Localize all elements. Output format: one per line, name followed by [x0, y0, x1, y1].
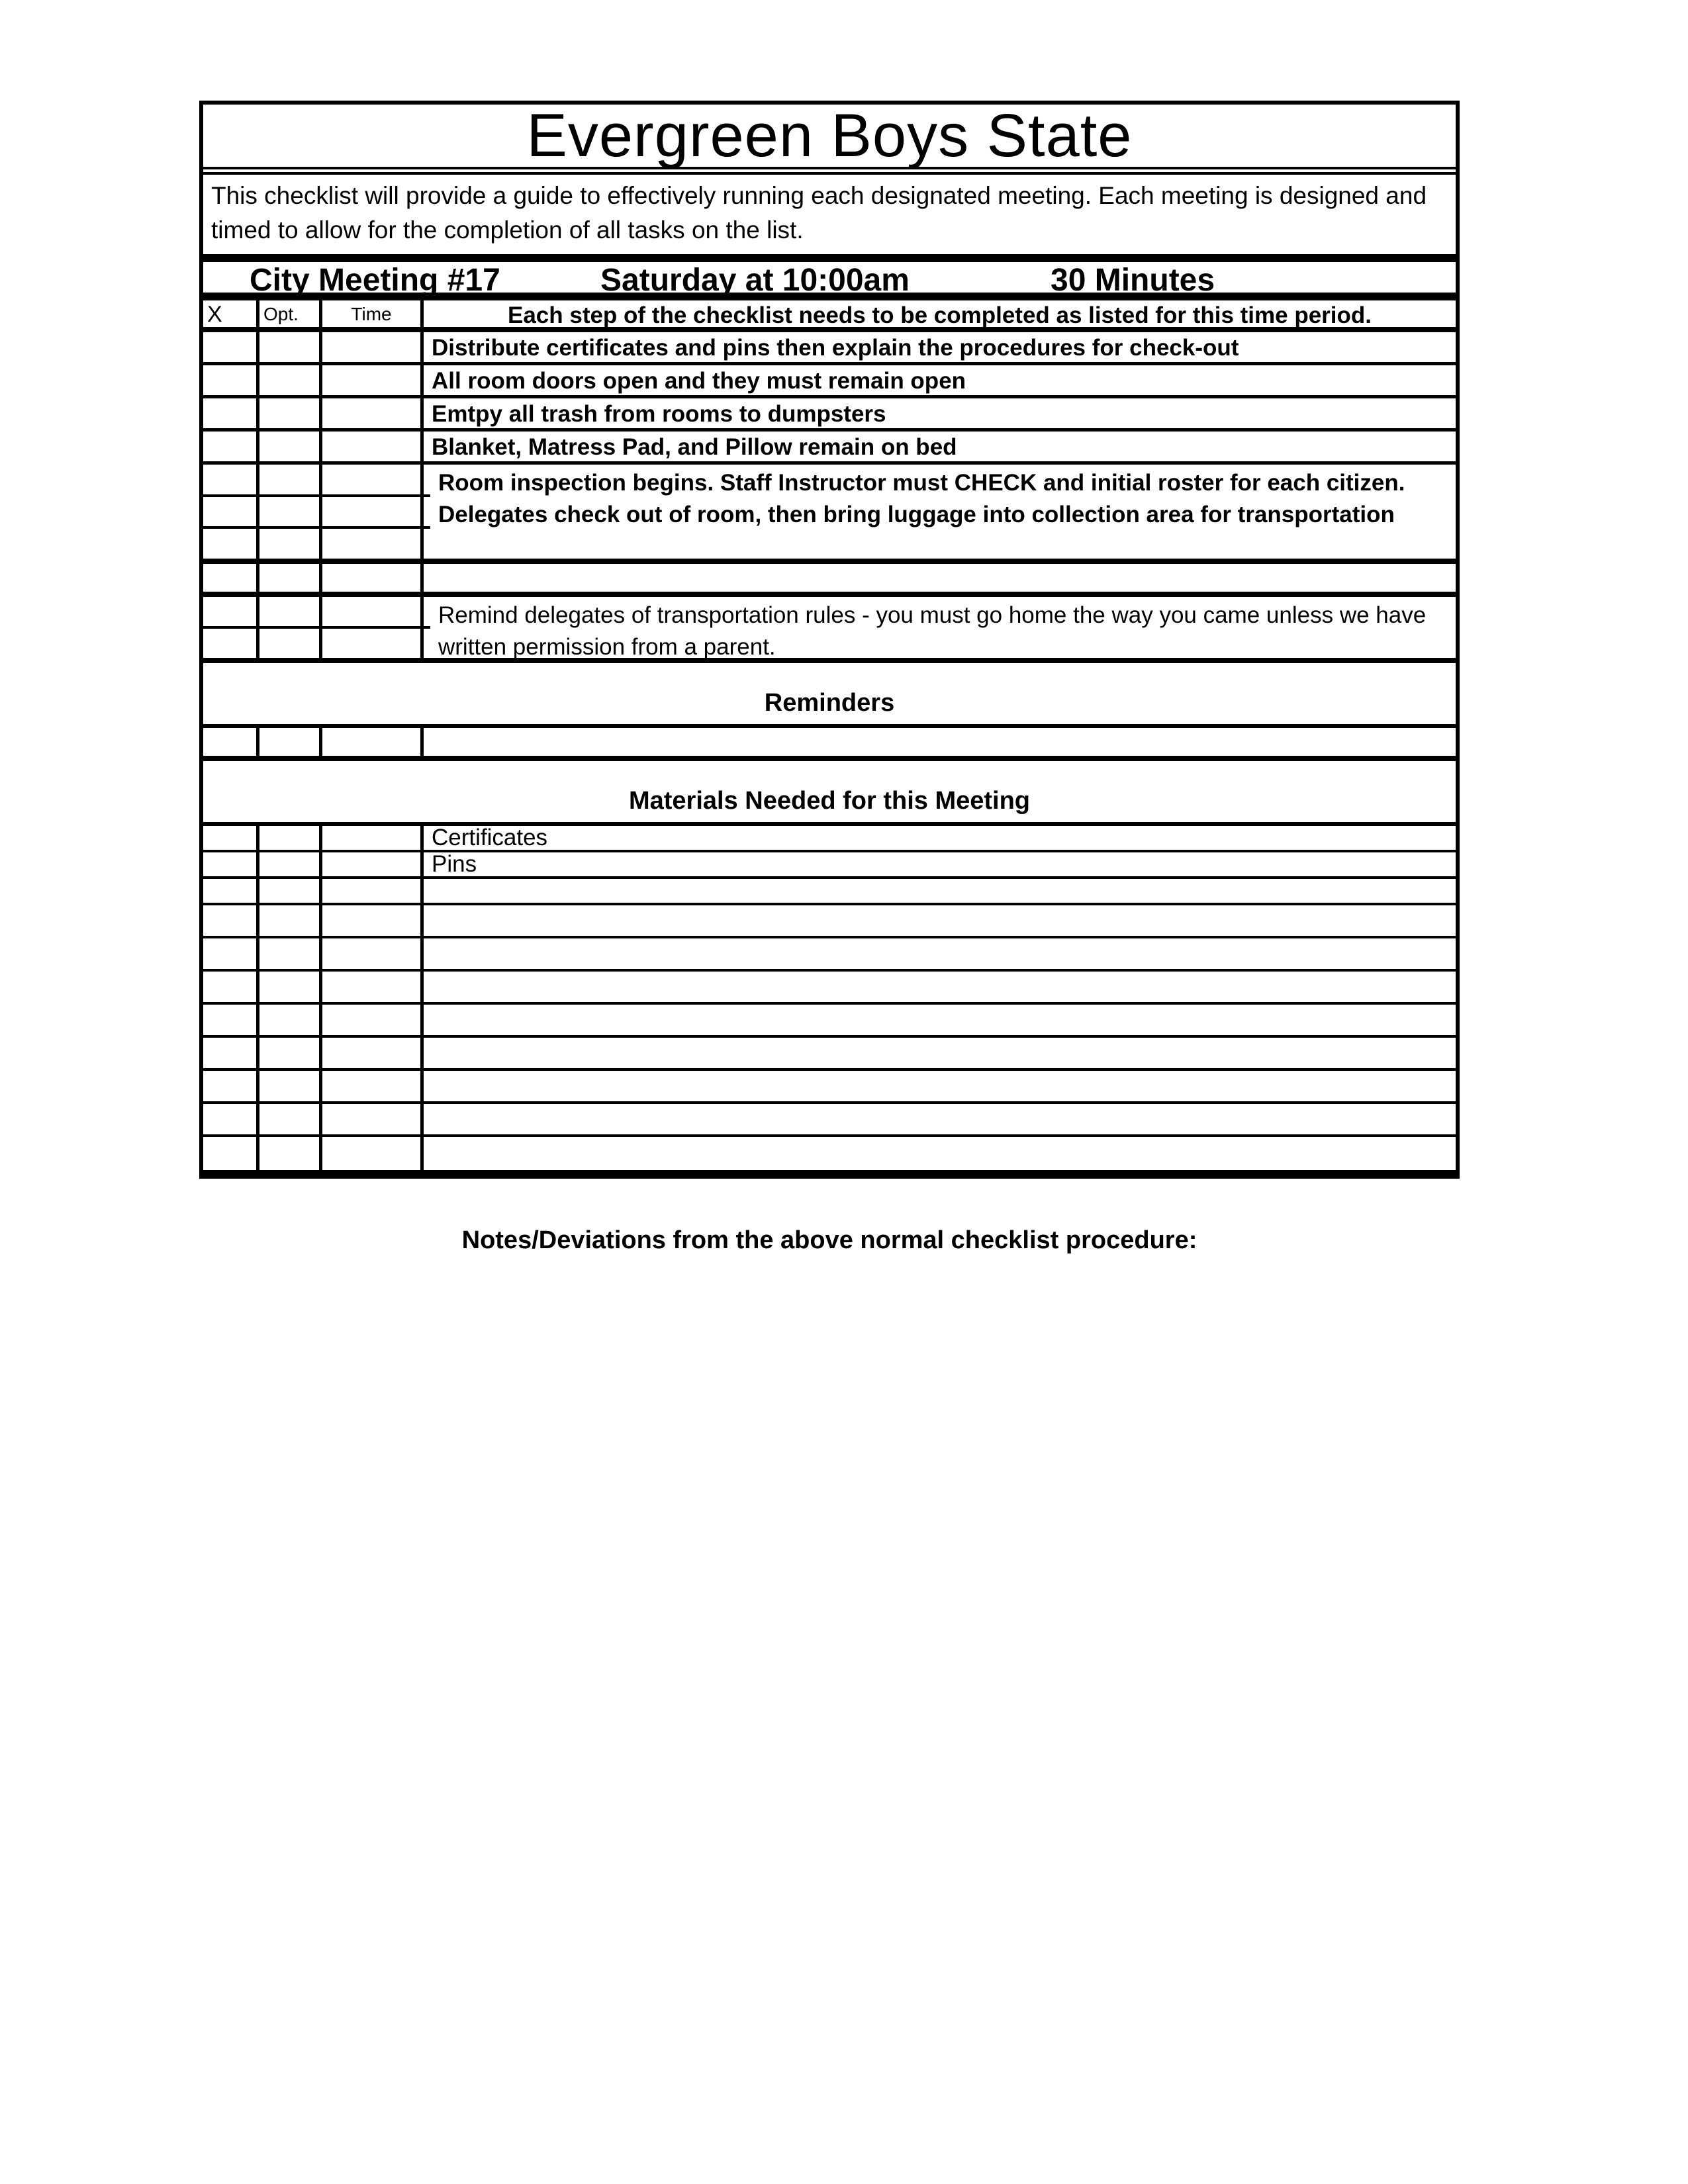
- span-left-cells: [203, 465, 430, 559]
- material-cell: [424, 879, 1456, 903]
- checklist-row: [203, 398, 1456, 432]
- check-cell: [203, 564, 259, 592]
- check-cell: [203, 826, 259, 850]
- span-left-cells: [203, 597, 430, 658]
- column-header-row: [203, 300, 1456, 332]
- meeting-header-row: [203, 262, 1456, 300]
- col-header-time: Time: [322, 300, 424, 327]
- checklist-row: [203, 365, 1456, 398]
- material-cell: Certificates: [432, 825, 548, 850]
- opt-cell: [259, 905, 322, 936]
- checklist-table: [199, 101, 1460, 1179]
- opt-cell: [259, 1038, 322, 1068]
- check-cell: [203, 1104, 259, 1134]
- time-cell: [322, 1137, 424, 1170]
- step-cell: Emtpy all trash from rooms to dumpsters: [432, 401, 886, 427]
- checklist-sheet: [199, 101, 1460, 1255]
- opt-cell: [259, 972, 322, 1002]
- opt-cell: [259, 398, 322, 428]
- check-cell: [203, 529, 259, 559]
- step-cell: Remind delegates of transportation rules - you must go home the way you came unless we have written permission from a parent.: [438, 602, 1427, 660]
- opt-cell: [259, 1104, 322, 1134]
- time-cell: [322, 1071, 424, 1101]
- checklist-row: [203, 332, 1456, 365]
- check-cell: [203, 1137, 259, 1170]
- check-cell: [203, 852, 259, 876]
- empty-row: [203, 1038, 1456, 1071]
- col-header-x: X: [203, 300, 259, 327]
- time-cell: [322, 852, 424, 876]
- material-row: [203, 879, 1456, 905]
- document-title: Evergreen Boys State: [526, 101, 1133, 169]
- time-cell: [322, 1005, 424, 1035]
- check-cell: [203, 938, 259, 969]
- empty-row: [203, 905, 1456, 938]
- opt-cell: [259, 852, 322, 876]
- opt-cell: [259, 497, 322, 527]
- time-cell: [322, 597, 424, 626]
- col-header-opt: Opt.: [259, 300, 322, 327]
- opt-cell: [259, 332, 322, 362]
- check-cell: [203, 465, 259, 494]
- opt-cell: [259, 728, 322, 756]
- step-cell: Distribute certificates and pins then explain the procedures for check-out: [432, 335, 1239, 361]
- step-cell: [424, 728, 1456, 756]
- opt-cell: [259, 1005, 322, 1035]
- checklist-row-remind: [203, 597, 1456, 663]
- check-cell: [203, 905, 259, 936]
- opt-cell: [259, 432, 322, 461]
- check-cell: [203, 972, 259, 1002]
- time-cell: [322, 332, 424, 362]
- checklist-row-room-inspection: [203, 465, 1456, 564]
- empty-row: [203, 1071, 1456, 1104]
- empty-row: [203, 1137, 1456, 1170]
- material-cell: Pins: [432, 851, 477, 877]
- check-cell: [203, 629, 259, 658]
- time-cell: [322, 497, 424, 527]
- time-cell: [322, 529, 424, 559]
- empty-row: [203, 564, 1456, 597]
- opt-cell: [259, 597, 322, 626]
- time-cell: [322, 1104, 424, 1134]
- empty-row: [203, 938, 1456, 972]
- empty-row: [203, 1104, 1456, 1137]
- opt-cell: [259, 879, 322, 903]
- notes-label: Notes/Deviations from the above normal checklist procedure:: [461, 1226, 1197, 1254]
- checklist-row: [203, 432, 1456, 465]
- materials-section-header: Materials Needed for this Meeting: [203, 761, 1456, 826]
- check-cell: [203, 1005, 259, 1035]
- time-cell: [322, 826, 424, 850]
- time-cell: [322, 465, 424, 494]
- check-cell: [203, 597, 259, 626]
- check-cell: [203, 398, 259, 428]
- check-cell: [203, 497, 259, 527]
- check-cell: [203, 332, 259, 362]
- step-cell: Blanket, Matress Pad, and Pillow remain on bed: [432, 434, 957, 460]
- check-cell: [203, 365, 259, 395]
- opt-cell: [259, 826, 322, 850]
- check-cell: [203, 432, 259, 461]
- col-header-step: Each step of the checklist needs to be completed as listed for this time period.: [507, 302, 1372, 328]
- check-cell: [203, 1071, 259, 1101]
- title-row: [203, 101, 1456, 169]
- check-cell: [203, 879, 259, 903]
- meeting-time: Saturday at 10:00am: [600, 263, 910, 298]
- empty-row: [203, 728, 1456, 761]
- opt-cell: [259, 938, 322, 969]
- opt-cell: [259, 365, 322, 395]
- opt-cell: [259, 629, 322, 658]
- time-cell: [322, 432, 424, 461]
- time-cell: [322, 972, 424, 1002]
- empty-row: [203, 1005, 1456, 1038]
- time-cell: [322, 938, 424, 969]
- time-cell: [322, 398, 424, 428]
- opt-cell: [259, 529, 322, 559]
- opt-cell: [259, 465, 322, 494]
- meeting-name: City Meeting #17: [250, 263, 500, 298]
- step-cell: All room doors open and they must remain open: [432, 368, 966, 394]
- time-cell: [322, 629, 424, 658]
- intro-text: This checklist will provide a guide to effectively running each designated meeting. Each meeting is designed and timed to allow for the completion of all tasks on the list.: [203, 175, 1456, 262]
- time-cell: [322, 564, 424, 592]
- check-cell: [203, 728, 259, 756]
- step-cell: Room inspection begins. Staff Instructor must CHECK and initial roster for each citizen. Delegates check out of room, then bring luggage into collection area for transportation: [438, 470, 1405, 527]
- opt-cell: [259, 564, 322, 592]
- reminders-section-header: Reminders: [203, 663, 1456, 728]
- time-cell: [322, 728, 424, 756]
- step-cell: [424, 564, 1456, 592]
- time-cell: [322, 1038, 424, 1068]
- material-row: [203, 852, 1456, 879]
- meeting-duration: 30 Minutes: [1051, 263, 1215, 298]
- opt-cell: [259, 1071, 322, 1101]
- time-cell: [322, 365, 424, 395]
- empty-row: [203, 972, 1456, 1005]
- time-cell: [322, 879, 424, 903]
- time-cell: [322, 905, 424, 936]
- check-cell: [203, 1038, 259, 1068]
- material-row: [203, 826, 1456, 852]
- opt-cell: [259, 1137, 322, 1170]
